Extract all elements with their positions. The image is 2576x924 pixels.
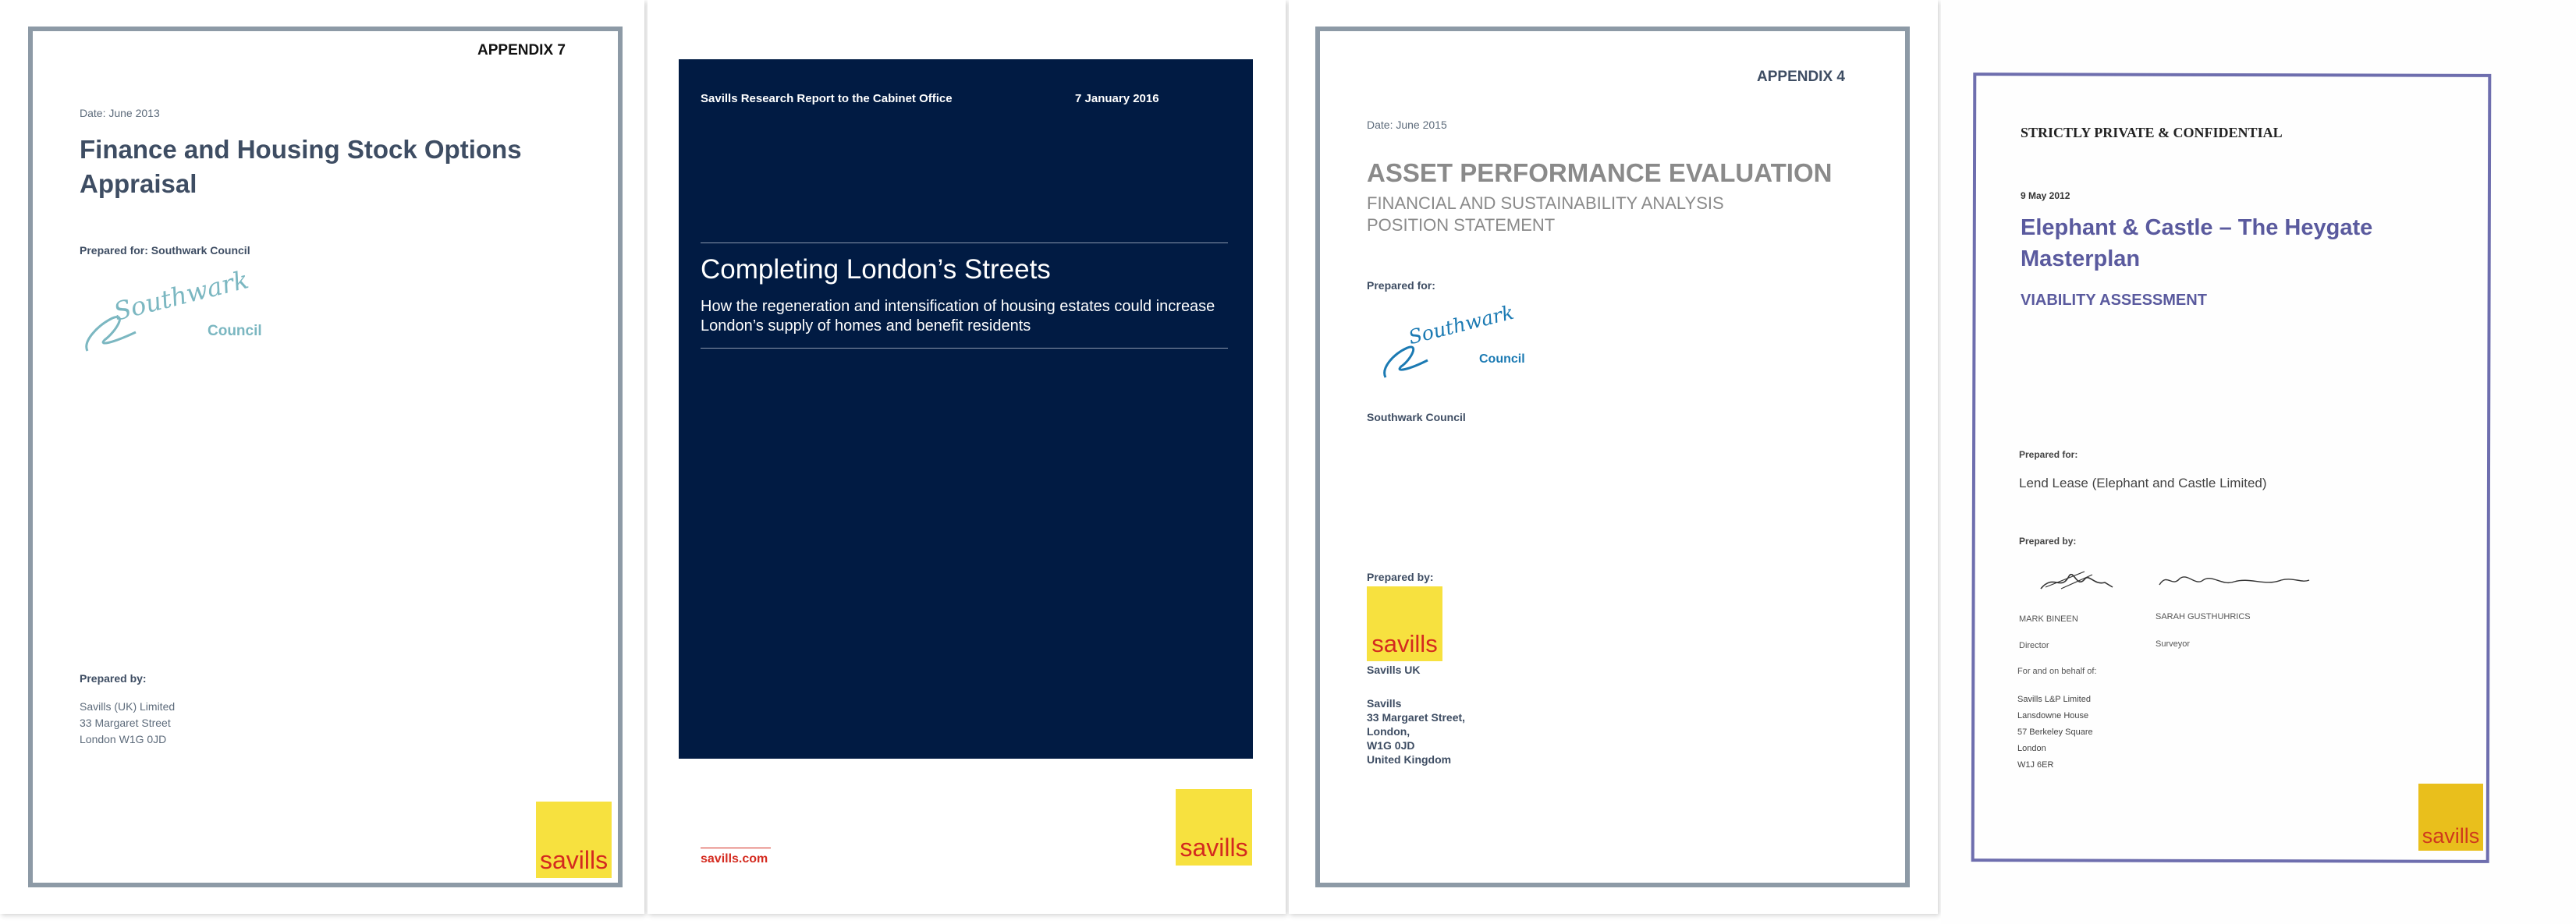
on-behalf-label: For and on behalf of:: [2017, 667, 2097, 676]
council-script: Southwark: [111, 264, 252, 327]
council-word: Council: [1479, 352, 1525, 366]
appendix-label: APPENDIX 7: [477, 42, 566, 58]
southwark-council-logo: [1381, 300, 1537, 384]
document-title: Elephant & Castle – The Heygate Masterplan: [2021, 215, 2373, 271]
council-name: Southwark Council: [1367, 411, 1466, 423]
signature-scribble-icon: [2038, 565, 2116, 597]
address-block: [2017, 692, 2093, 774]
savills-logo: [1367, 586, 1442, 661]
document-subtitle: VIABILITY ASSESSMENT: [2021, 292, 2207, 309]
divider-bottom: [701, 348, 1228, 349]
signature-1: [2038, 565, 2116, 600]
savills-logo: [2418, 784, 2483, 851]
address-line: Savills (UK) Limited: [80, 700, 176, 713]
company-name: Savills UK: [1367, 664, 1421, 676]
document-date: Date: June 2015: [1367, 119, 1447, 131]
signatory-1-name: MARK BINEEN: [2019, 614, 2078, 624]
document-subtitle-1: FINANCIAL AND SUSTAINABILITY ANALYSIS: [1367, 193, 1724, 213]
address-line: United Kingdom: [1367, 753, 1452, 766]
address-line: W1J 6ER: [2017, 760, 2054, 770]
report-title: Completing London’s Streets: [701, 254, 1051, 285]
address-line: W1G 0JD: [1367, 739, 1415, 752]
document-title: Finance and Housing Stock Options Appraisal: [80, 135, 522, 198]
savills-logo: [536, 802, 612, 878]
document-date: Date: June 2013: [80, 107, 160, 119]
document-cover-appendix-7: [0, 0, 644, 914]
address-line: London W1G 0JD: [80, 733, 167, 745]
savills-logo-text: savills: [1371, 630, 1438, 657]
prepared-for-label: Prepared for:: [2019, 449, 2078, 460]
signatory-1-role: Director: [2019, 641, 2049, 650]
document-date: 9 May 2012: [2021, 190, 2070, 201]
document-cover-heygate-masterplan: [1941, 0, 2576, 924]
document-cover-appendix-4: [1289, 0, 1938, 914]
address-line: 57 Berkeley Square: [2017, 728, 2093, 737]
prepared-by-label: Prepared by:: [80, 672, 147, 685]
prepared-by-label: Prepared by:: [1367, 571, 1434, 583]
signatory-2-role: Surveyor: [2156, 639, 2191, 649]
address-line: London: [2017, 744, 2046, 753]
signatory-2-name: SARAH GUSTHUHRICS: [2156, 612, 2251, 621]
signature-scribble-icon: [2156, 569, 2312, 593]
address-line: 33 Margaret Street: [80, 717, 171, 729]
appendix-label: APPENDIX 4: [1757, 69, 1845, 85]
cover-header-left: Savills Research Report to the Cabinet Office: [701, 92, 953, 105]
address-line: Savills: [1367, 697, 1402, 710]
address-block: [1367, 696, 1465, 766]
document-cover-completing-londons-streets: [648, 0, 1286, 914]
address-line: 33 Margaret Street,: [1367, 711, 1466, 724]
document-subtitle-2: POSITION STATEMENT: [1367, 215, 1556, 235]
southwark-council-logo: [81, 264, 276, 357]
savills-website-link[interactable]: savills.com: [701, 852, 768, 866]
confidential-label: STRICTLY PRIVATE & CONFIDENTIAL: [2021, 125, 2283, 140]
address-line: London,: [1367, 725, 1410, 738]
savills-logo-text: savills: [1180, 834, 1248, 862]
council-word: Council: [208, 323, 262, 339]
address-line: Lansdowne House: [2017, 711, 2089, 720]
signature-2: [2156, 569, 2312, 597]
address-line: Savills L&P Limited: [2017, 695, 2091, 704]
savills-logo: [1176, 789, 1252, 866]
document-title: ASSET PERFORMANCE EVALUATION: [1367, 158, 1833, 187]
prepared-for-line: Prepared for: Southwark Council: [80, 244, 250, 257]
navy-cover-panel: [679, 59, 1253, 759]
report-subtitle: How the regeneration and intensification of housing estates could increase London’s supply of homes and benefit residents: [701, 298, 1215, 335]
client-name: Lend Lease (Elephant and Castle Limited): [2019, 476, 2267, 490]
address-block: [80, 699, 175, 748]
council-script: Southwark: [1406, 300, 1517, 349]
savills-logo-text: savills: [2422, 824, 2480, 848]
savills-logo-text: savills: [539, 846, 609, 874]
cover-header-date: 7 January 2016: [1075, 92, 1159, 105]
prepared-by-label: Prepared by:: [2019, 536, 2077, 547]
prepared-for-label: Prepared for:: [1367, 279, 1435, 292]
